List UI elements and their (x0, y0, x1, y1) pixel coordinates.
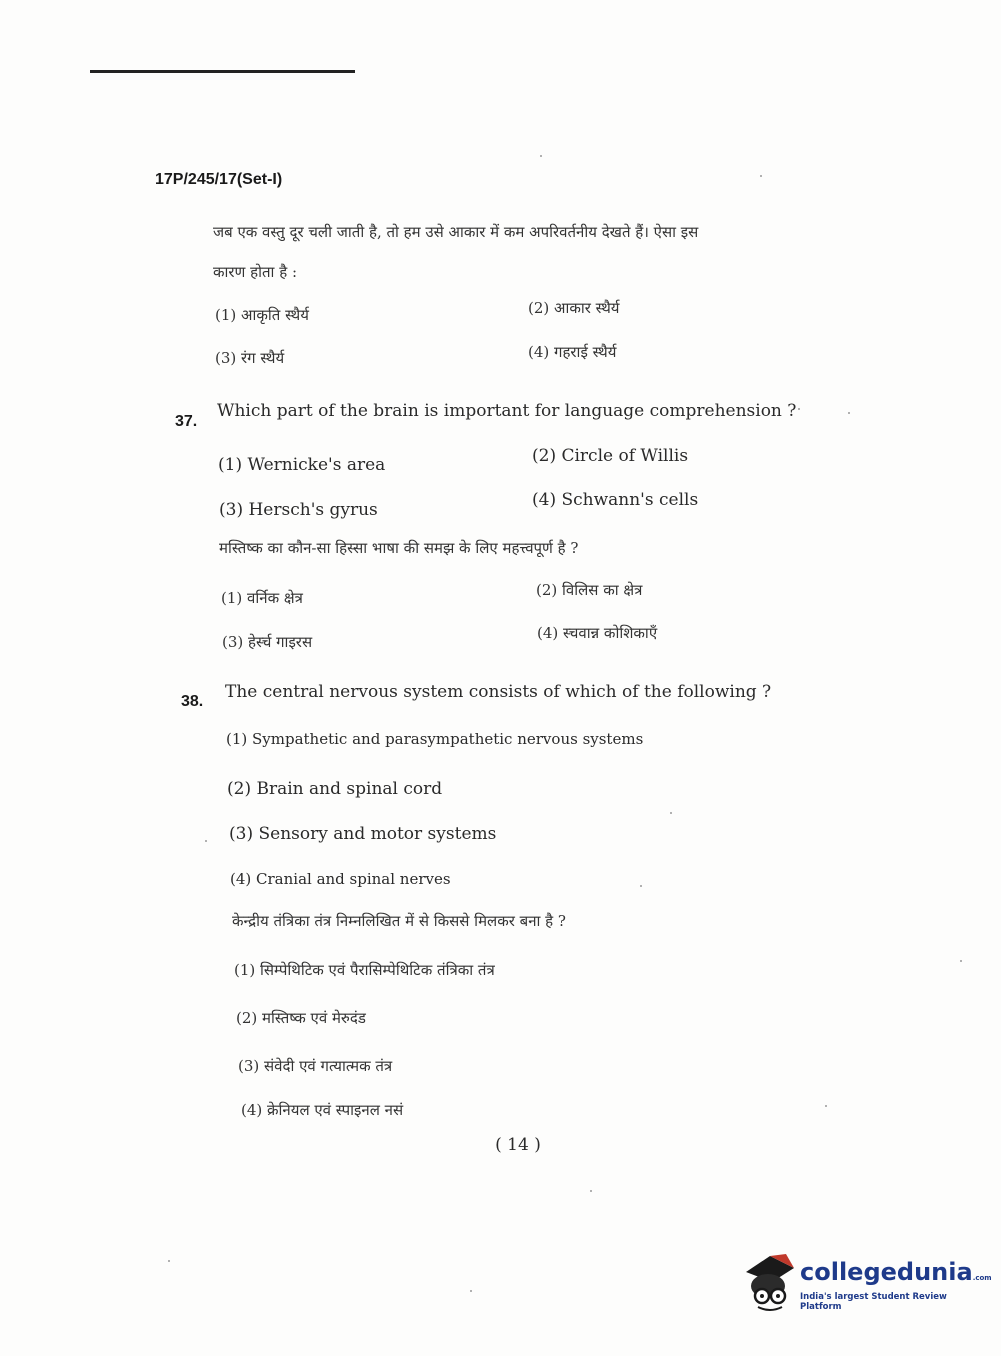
q37-hindi-option-2: (2) विलिस का क्षेत्र (536, 581, 643, 599)
scan-speck (825, 1105, 827, 1107)
q36-hindi-stem-line1: जब एक वस्तु दूर चली जाती है, तो हम उसे आकार में कम अपरिवर्तनीय देखते हैं। ऐसा इस (213, 223, 699, 241)
q36-hindi-stem-line2: कारण होता है : (213, 263, 297, 281)
scan-speck (760, 175, 762, 177)
q37-option-1: (1) Wernicke's area (218, 455, 386, 475)
q36-hindi-option-3: (3) रंग स्थैर्य (215, 349, 285, 367)
paper-code: 17P/245/17(Set-I) (155, 171, 283, 188)
q38-hindi-option-1: (1) सिम्पेथिटिक एवं पैरासिम्पेथिटिक तंत्रिका तंत्र (234, 961, 495, 979)
q37-hindi-option-1: (1) वर्निक क्षेत्र (221, 589, 303, 607)
page-number: ( 14 ) (495, 1135, 541, 1155)
q37-option-4: (4) Schwann's cells (532, 490, 699, 510)
q37-stem: Which part of the brain is important for language comprehension ? (217, 401, 797, 421)
q38-option-4: (4) Cranial and spinal nerves (230, 870, 451, 888)
scan-speck (640, 885, 642, 887)
q37-hindi-stem: मस्तिष्क का कौन-सा हिस्सा भाषा की समझ के लिए महत्त्वपूर्ण है ? (219, 539, 579, 557)
mascot-icon (742, 1252, 798, 1314)
scan-speck (670, 812, 672, 814)
scan-speck (540, 155, 542, 157)
q38-option-2: (2) Brain and spinal cord (227, 779, 443, 799)
top-rule (90, 70, 355, 73)
q38-hindi-option-2: (2) मस्तिष्क एवं मेरुदंड (236, 1009, 366, 1027)
q37-option-2: (2) Circle of Willis (532, 446, 689, 466)
scan-speck (960, 960, 962, 962)
scan-speck (590, 1190, 592, 1192)
scan-speck (470, 1290, 472, 1292)
q36-hindi-option-1: (1) आकृति स्थैर्य (215, 306, 309, 324)
brand-name: collegedunia.com (800, 1258, 992, 1286)
q38-hindi-option-4: (4) क्रेनियल एवं स्पाइनल नसं (241, 1101, 404, 1119)
q37-hindi-option-3: (3) हेर्स्च गाइरस (222, 633, 313, 651)
q38-hindi-stem: केन्द्रीय तंत्रिका तंत्र निम्नलिखित में से किससे मिलकर बना है ? (232, 912, 566, 930)
scan-speck (848, 412, 850, 414)
brand-tagline: India's largest Student Review Platform (800, 1292, 947, 1312)
collegedunia-watermark (742, 1252, 992, 1322)
scan-speck (205, 840, 207, 842)
q38-number: 38. (181, 693, 204, 710)
q36-hindi-option-2: (2) आकार स्थैर्य (528, 299, 620, 317)
scan-speck (798, 408, 800, 410)
q38-hindi-option-3: (3) संवेदी एवं गत्यात्मक तंत्र (238, 1057, 393, 1075)
q38-option-1: (1) Sympathetic and parasympathetic nervous systems (226, 730, 644, 748)
scan-speck (168, 1260, 170, 1262)
q36-hindi-option-4: (4) गहराई स्थैर्य (528, 343, 617, 361)
q37-option-3: (3) Hersch's gyrus (219, 500, 378, 520)
q38-option-3: (3) Sensory and motor systems (229, 824, 497, 844)
q38-stem: The central nervous system consists of which of the following ? (225, 682, 772, 702)
brand-suffix: .com (972, 1274, 992, 1282)
q37-hindi-option-4: (4) स्चवान्न कोशिकाएँ (537, 624, 658, 642)
q37-number: 37. (175, 413, 198, 430)
